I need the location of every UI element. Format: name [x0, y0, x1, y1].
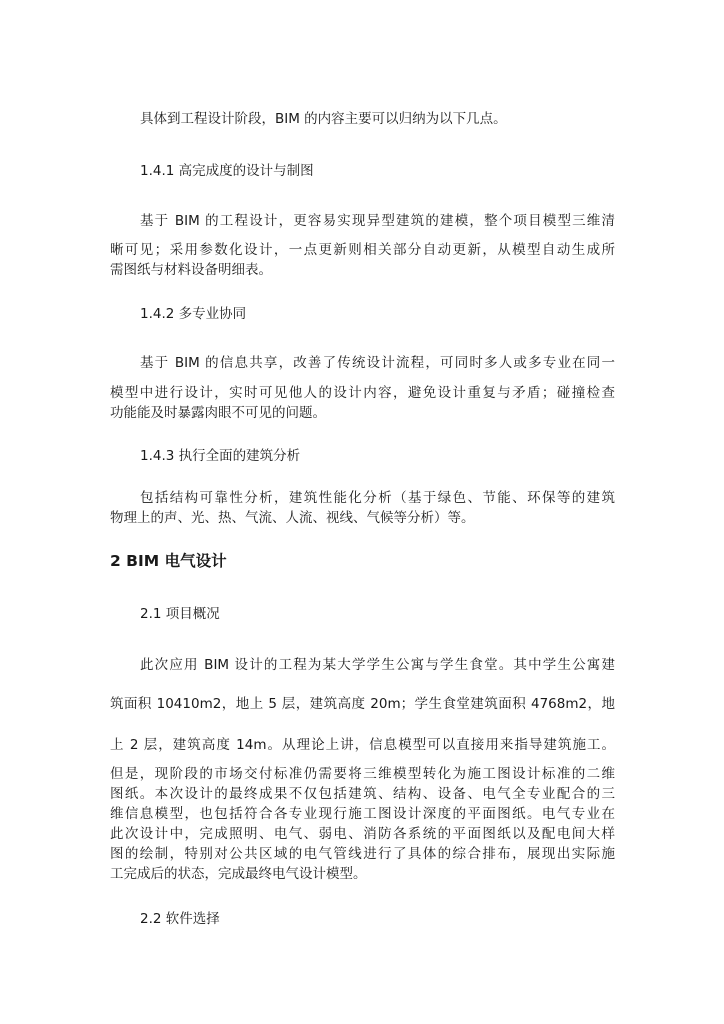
- s21-para2-line-6: 工完成后的状态，完成最终电气设计模型。: [110, 866, 367, 882]
- s21-line-2: 筑面积 10410m2，地上 5 层，建筑高度 20m；学生食堂建筑面积 4768m2，地: [110, 696, 615, 712]
- heading-1-4-2: 1.4.2 多专业协同: [140, 306, 247, 322]
- s21-para2-line-2: 图纸。本次设计的最终成果不仅包括建筑、结构、设备、电气全专业配合的三: [110, 786, 615, 802]
- s21-line-1: 此次应用 BIM 设计的工程为某大学学生公寓与学生食堂。其中学生公寓建: [140, 657, 615, 673]
- s141-line-2: 晰可见；采用参数化设计，一点更新则相关部分自动更新，从模型自动生成所: [110, 242, 615, 258]
- s141-line-1: 基于 BIM 的工程设计，更容易实现异型建筑的建模，整个项目模型三维清: [140, 213, 615, 229]
- s142-line-2: 模型中进行设计，实时可见他人的设计内容，避免设计重复与矛盾；碰撞检查: [110, 385, 615, 401]
- intro-paragraph: 具体到工程设计阶段，BIM 的内容主要可以归纳为以下几点。: [140, 111, 507, 127]
- s21-line-3: 上 2 层，建筑高度 14m。从理论上讲，信息模型可以直接用来指导建筑施工。: [110, 737, 615, 753]
- s142-line-3: 功能能及时暴露肉眼不可见的问题。: [110, 405, 326, 421]
- s21-para2-line-5: 图的绘制，特别对公共区域的电气管线进行了具体的综合排布，展现出实际施: [110, 846, 615, 862]
- heading-2: 2 BIM 电气设计: [110, 552, 227, 570]
- s142-line-1: 基于 BIM 的信息共享，改善了传统设计流程，可同时多人或多专业在同一: [140, 355, 615, 371]
- s21-para2-line-1: 但是，现阶段的市场交付标准仍需要将三维模型转化为施工图设计标准的二维: [110, 766, 615, 782]
- heading-2-1: 2.1 项目概况: [140, 606, 220, 622]
- s21-para2-line-3: 维信息模型，也包括符合各专业现行施工图设计深度的平面图纸。电气专业在: [110, 806, 615, 822]
- heading-1-4-3: 1.4.3 执行全面的建筑分析: [140, 448, 301, 464]
- s141-line-3: 需图纸与材料设备明细表。: [110, 262, 272, 278]
- s143-line-2: 物理上的声、光、热、气流、人流、视线、气候等分析）等。: [110, 510, 475, 526]
- heading-1-4-1: 1.4.1 高完成度的设计与制图: [140, 163, 314, 179]
- heading-2-2: 2.2 软件选择: [140, 911, 220, 927]
- s21-para2-line-4: 此次设计中，完成照明、电气、弱电、消防各系统的平面图纸以及配电间大样: [110, 826, 615, 842]
- s143-line-1: 包括结构可靠性分析，建筑性能化分析（基于绿色、节能、环保等的建筑: [140, 490, 615, 506]
